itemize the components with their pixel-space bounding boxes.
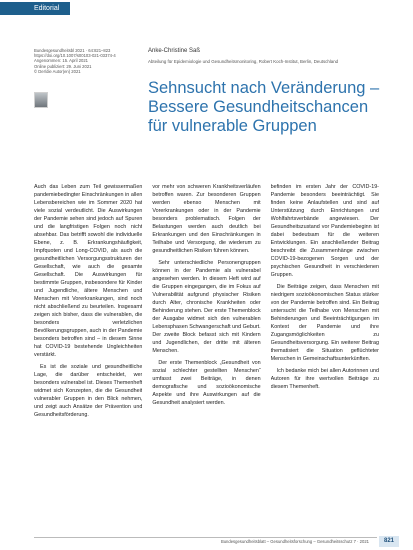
journal-citation: Bundesgesundheitsblatt – Gesundheitsforschung – Gesundheitsschutz 7 · 2021 [220, 539, 369, 544]
meta-line: © Der/die Autor(en) 2021 [34, 68, 81, 74]
article-body [34, 183, 379, 525]
meta-line: Bundesgesundheitsbl 2021 · 64:821–823 [34, 48, 111, 53]
author-photo [34, 92, 48, 108]
author-affiliation: Abteilung für Epidemiologie und Gesundheitsmonitoring, Robert Koch-Institut, Berlin, Deutschland [148, 59, 339, 64]
paragraph: vor mehr von schweren Krankheitsverläufen betroffen waren. Zur besonderen Gruppen werden ebenso Menschen mit Vorerkrankungen oder in der Pandemie besonders problematisch. Folgen der Belastungen werden auch deutlich bei Erkrankungen und den Einschränkungen in Teilhabe und Versorgung, die wiederum zu gesundheitlichen Risiken führen können. [152, 184, 261, 254]
article-title: Sehnsucht nach Veränderung – Bessere Gesundheitschancen für vulnerable Gruppen [148, 79, 380, 135]
text-column-3 [271, 183, 379, 525]
paragraph: befinden im ersten Jahr der COVID-19-Pandemie besonders beeinträchtigt. Sie finden keine Anlaufstellen und sind auf Unterstützung durch Einrichtungen und Wohlfahrtsverbände angewiesen. Der Gesundheitszustand vor Pandemiebeginn ist dabei bedeutsam für die weiteren Entwicklungen. Ein anschließender Beitrag beschreibt die Zusammenhänge zwischen COVID-19-bezogenen Sorgen und der psychischen Gesundheit in verschiedenen Gruppen. [270, 184, 379, 278]
paragraph: Der erste Themenblock „Gesundheit von sozial schlechter gestellten Menschen“ umfasst zwei Beiträge, in denen demografische und sozioökonomische Aspekte und ihre Auswirkungen auf die Gesundheit analysiert werden. [152, 360, 261, 406]
paragraph: Sehr unterschiedliche Personengruppen können in der Pandemie als vulnerabel angesehen werden. In diesem Heft wird auf die Gruppen eingegangen, die im Fokus auf Vulnerabilität aufgrund physischer Risiken durch Alter, chronische Krankheiten oder Behinderung stehen. Der erste Themenblock der Ausgabe widmet sich den vulnerablen Lebensphasen Schwangerschaft und Geburt. Der zweite Block befasst sich mit Kindern und Jugendlichen, der dritte mit älteren Menschen. [152, 260, 261, 354]
section-tag: Editorial [0, 2, 70, 15]
footer-divider [34, 537, 377, 538]
paragraph: Auch das Leben zum Teil gewissermaßen pandemiebedingter Einschränkungen in allen Lebensbereichen wie im Sommer 2020 hat viele sozial verdeutlicht. Die Auswirkungen der Pandemie sehen sind jedoch auf Spuren und die langfristigen Folgen noch nicht absehbar. Das betrifft sowohl die individuelle Ebene, z. B. Erkrankungshäufigkeit, Impfquoten und Long-COVID, als auch die gesundheitlichen Versorgungsstrukturen der Gesellschaft, wie auch die gesamte Gesellschaft. Die Auswirkungen für bestimmte Gruppen, insbesondere für Kinder und Jugendliche, ältere Menschen und Menschen mit Vorerkrankungen, sind noch nicht abschließend zu beurteilen. Insgesamt zeigen sich bisher, dass die vulnerablen, die besonders verletzlichen Bevölkerungsgruppen, auch in der Pandemie besonders betroffen sind – in diesem Sinne hat COVID-19 bestehende Ungleichheiten verstärkt. [34, 184, 143, 358]
meta-line: Angenommen: 15. April 2021 [34, 58, 89, 64]
paragraph: Die Beiträge zeigen, dass Menschen mit niedrigem sozioökonomischen Status stärker von der Pandemie betroffen sind. Ein Beitrag untersucht die Teilhabe von Menschen mit Behinderungen und Beeinträchtigungen im Kontext der Pandemie und ihre Zugangsmöglichkeiten zu Gesundheitsversorgung. Ein weiterer Beitrag thematisiert die Situation geflüchteter Menschen in Gemeinschaftsunterkünften. [270, 284, 379, 362]
page-number: 821 [379, 536, 399, 547]
paragraph: Ich bedanke mich bei allen Autorinnen und Autoren für ihre wertvollen Beiträge zu diesem Themenheft. [270, 368, 379, 390]
text-column-1 [34, 183, 142, 525]
doi-link[interactable]: https://doi.org/10.1007/s00103-021-03374-4 [34, 53, 116, 59]
page-footer [0, 536, 413, 550]
author-name: Anke-Christine Saß [148, 48, 201, 54]
meta-line: Online publiziert: 29. Juni 2021 [34, 63, 92, 69]
paragraph: Es ist die soziale und gesundheitliche Lage, die darüber entscheidet, wer besonders vulnerabel ist. Dieses Themenheft widmet sich Konzepten, die die Gesundheit vulnerabler Gruppen in den Blick nehmen, und zeigt auch Ansätze der Prävention und Gesundheitsförderung. [34, 364, 143, 418]
text-column-2 [152, 183, 260, 525]
article-metadata [34, 48, 134, 74]
